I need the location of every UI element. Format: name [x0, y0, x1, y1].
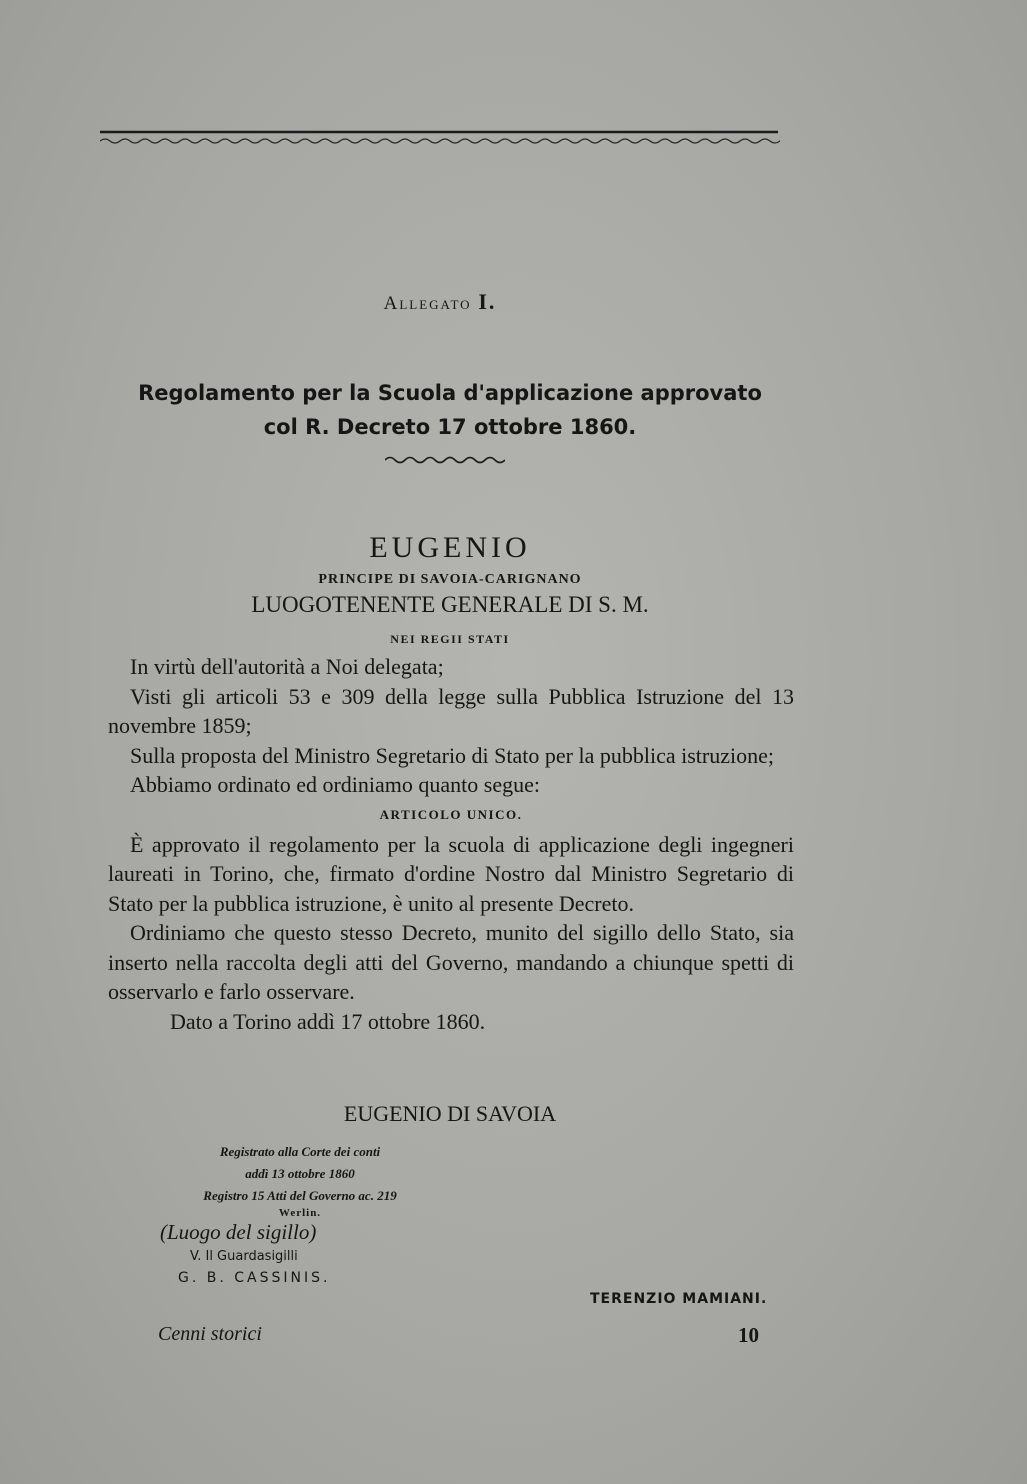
articolo-unico-heading: ARTICOLO UNICO. [379, 806, 523, 822]
top-decorative-rule [100, 128, 780, 148]
page-number: 10 [738, 1323, 759, 1347]
paragraph-4: Abbiamo ordinato ed ordiniamo quanto segue: [130, 772, 540, 797]
regii-stati-line: NEI REGII STATI [390, 632, 510, 646]
title-ornament [385, 453, 505, 467]
registration-note [120, 1141, 480, 1207]
paragraph-5: È approvato il regolamento per la scuola di applicazione degli ingegneri laureati in Torino, che, firmato d'ordine Nostro dal Ministro Segretario di Stato per la pubblica istruzione, è unito al presente Decreto. [108, 831, 794, 916]
allegato-heading [0, 289, 880, 315]
werlin-signature: Werlin. [278, 1207, 322, 1219]
allegato-number: I. [478, 289, 497, 314]
principe-line: PRINCIPE DI SAVOIA-CARIGNANO [318, 572, 582, 587]
running-title: Cenni storici [158, 1323, 262, 1345]
dato-line: Dato a Torino addì 17 ottobre 1860. [170, 1008, 486, 1034]
registration-line-2: addì 13 ottobre 1860 [245, 1166, 355, 1181]
cassinis-line: G. B. CASSINIS. [178, 1270, 331, 1286]
luogotenente-line: LUOGOTENENTE GENERALE DI S. M. [251, 592, 649, 617]
seal-place: (Luogo del sigillo) [160, 1220, 317, 1244]
registration-line-3: Registro 15 Atti del Governo ac. 219 [203, 1188, 397, 1203]
mamiani-signature: TERENZIO MAMIANI. [590, 1291, 768, 1307]
title-line-2: col R. Decreto 17 ottobre 1860. [263, 415, 637, 439]
paragraph-6: Ordiniamo che questo stesso Decreto, munito del sigillo dello Stato, sia inserto nella raccolta degli atti del Governo, mandando a chiunque spetti di osservarlo e farlo osservare. [108, 920, 794, 1004]
paragraph-2: Visti gli articoli 53 e 309 della legge sulla Pubblica Istruzione del 13 novembre 1859; [108, 683, 794, 738]
registration-line-1: Registrato alla Corte dei conti [219, 1144, 381, 1159]
sovereign-name: EUGENIO [369, 531, 531, 564]
title-line-1: Regolamento per la Scuola d'applicazione approvato [138, 381, 762, 405]
regolamento-title [110, 376, 790, 444]
signature-name: EUGENIO DI SAVOIA [343, 1101, 557, 1126]
paragraph-1: In virtù dell'autorità a Noi delegata; [130, 654, 444, 679]
decree-body [108, 652, 794, 1036]
guardasigilli-line: V. Il Guardasigilli [190, 1249, 298, 1264]
allegato-label: Allegato [383, 293, 472, 314]
paragraph-3: Sulla proposta del Ministro Segretario di Stato per la pubblica istruzione; [130, 742, 774, 768]
